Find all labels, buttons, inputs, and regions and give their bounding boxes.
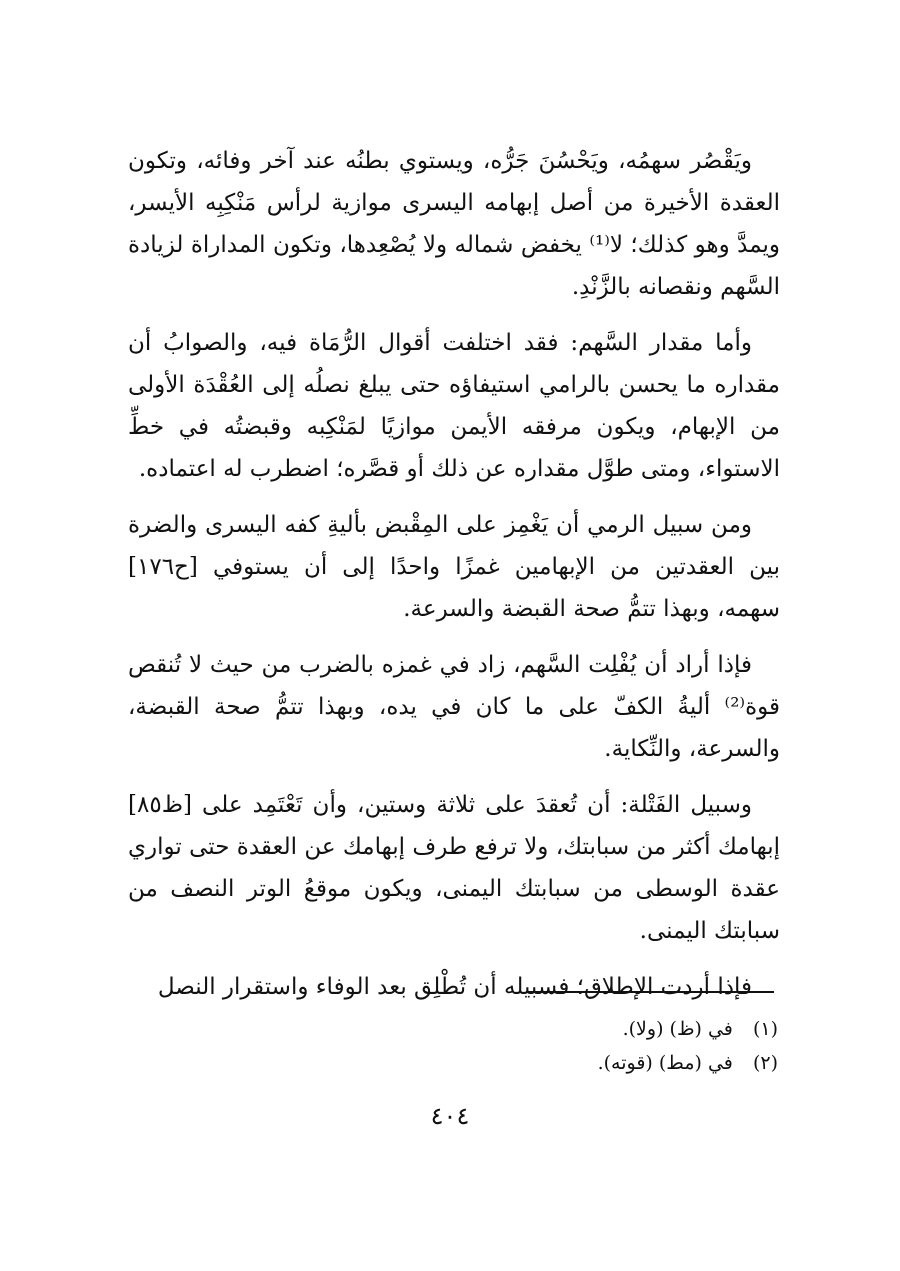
page-number: ٤٠٤	[430, 1102, 470, 1130]
paragraph: وسبيل الفَتْلة: أن تُعقدَ على ثلاثة وستين، وأن تَعْتَمِد على [ظ٨٥] إبهامك أكثر من سبابتك، ولا ترفع طرف إبهامك عن العقدة حتى تواري عقدة الوسطى من سبابتك اليمنى، ويكون موقعُ الوتر النصف من سبابتك اليمنى.	[128, 792, 780, 944]
footnotes	[380, 1012, 778, 1080]
footnote-number: (٢)	[752, 1052, 778, 1074]
footnote-text: في (مط) (قوته).	[597, 1052, 733, 1074]
footnote-text: في (ظ) (ولا).	[622, 1018, 733, 1040]
footnote-number: (١)	[752, 1018, 778, 1040]
paragraph: ومن سبيل الرمي أن يَغْمِز على المِقْبض بأليةِ كفه اليسرى والضرة بين العقدتين من الإبهامين غمزًا واحدًا إلى أن يستوفي [ح١٧٦] سهمه، وبهذا تتمُّ صحة القبضة والسرعة.	[128, 512, 780, 622]
footnote	[380, 1012, 778, 1046]
paragraph: فإذا أراد أن يُفْلِت السَّهم، زاد في غمزه بالضرب من حيث لا تُنقص قوة⁽²⁾ أليةُ الكفّ على ما كان في يده، وبهذا تتمُّ صحة القبضة، والسرعة، والنِّكاية.	[128, 652, 780, 762]
paragraph: فإذا أردت الإطلاق؛ فسبيله أن تُطْلِق بعد الوفاء واستقرار النصل	[157, 974, 752, 1000]
footnote-divider	[528, 991, 774, 993]
footnote	[380, 1046, 778, 1080]
main-text	[128, 140, 780, 1022]
paragraph: وأما مقدار السَّهم: فقد اختلفت أقوال الرُّمَاة فيه، والصوابُ أن مقداره ما يحسن بالرامي استيفاؤه حتى يبلغ نصلُه إلى العُقْدَة الأولى من الإبهام، ويكون مرفقه الأيمن موازيًا لمَنْكِبه وقبضتُه في خطِّ الاستواء، ومتى طوَّل مقداره عن ذلك أو قصَّره؛ اضطرب له اعتماده.	[128, 330, 780, 482]
paragraph: ويَقْصُر سهمُه، ويَحْسُنَ جَرُّه، ويستوي بطنُه عند آخر وفائه، وتكون العقدة الأخيرة من أصل إبهامه اليسرى موازية لرأس مَنْكِبِه الأيسر، ويمدَّ وهو كذلك؛ لا⁽¹⁾ يخفض شماله ولا يُصْعِدها، وتكون المداراة لزيادة السَّهم ونقصانه بالزَّنْدِ.	[128, 148, 780, 300]
